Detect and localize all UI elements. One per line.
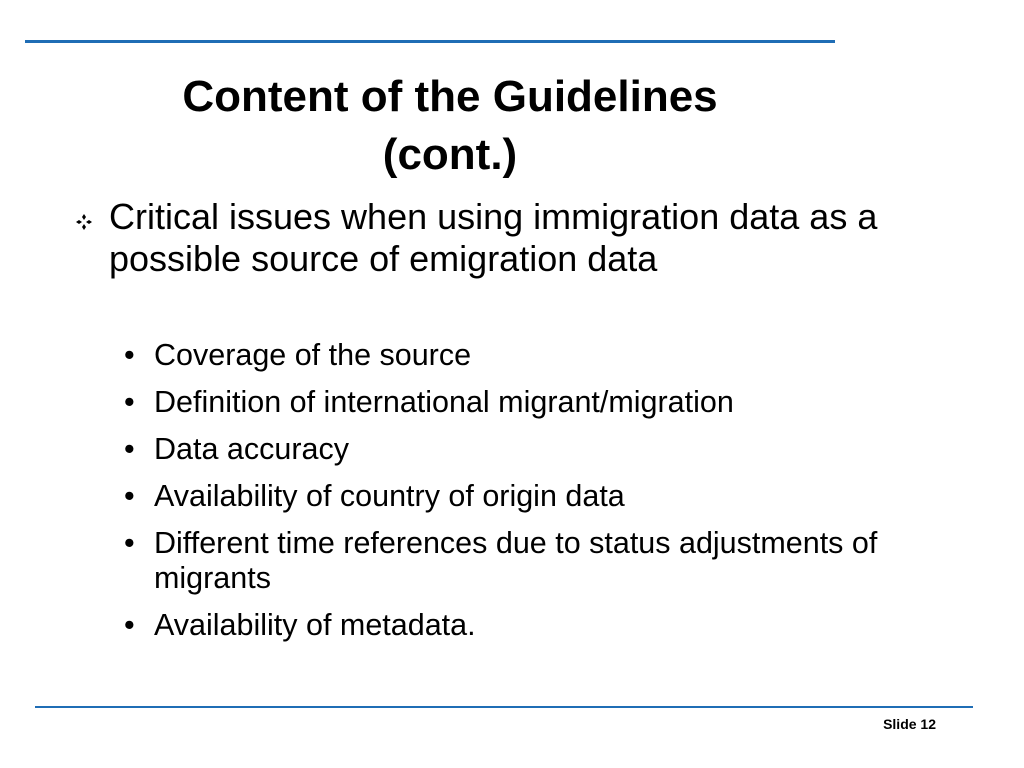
slide-title bbox=[100, 68, 800, 184]
sub-bullet-text: Availability of country of origin data bbox=[154, 479, 625, 513]
main-bullet-item bbox=[72, 196, 932, 280]
sub-bullet-text: Data accuracy bbox=[154, 432, 349, 466]
title-line-2: (cont.) bbox=[382, 130, 518, 179]
sub-bullet-item bbox=[120, 338, 960, 373]
bullet-dot-icon: • bbox=[124, 608, 135, 642]
sub-bullet-list bbox=[120, 338, 960, 655]
sub-bullet-text: Availability of metadata. bbox=[154, 608, 476, 642]
sub-bullet-item bbox=[120, 479, 960, 514]
title-line-1: Content of the Guidelines bbox=[182, 72, 718, 121]
bullet-dot-icon: • bbox=[124, 338, 135, 372]
bullet-dot-icon: • bbox=[124, 432, 135, 466]
sub-bullet-item bbox=[120, 385, 960, 420]
bullet-dot-icon: • bbox=[124, 526, 135, 560]
sub-bullet-text: Coverage of the source bbox=[154, 338, 472, 372]
sub-bullet-item bbox=[120, 432, 960, 467]
main-bullet-text: Critical issues when using immigration data as a possible source of emigration data bbox=[109, 196, 878, 279]
bottom-rule bbox=[35, 706, 973, 708]
top-rule bbox=[25, 40, 835, 43]
diamond-bullet-icon bbox=[72, 210, 96, 234]
sub-bullet-item bbox=[120, 526, 960, 596]
bullet-dot-icon: • bbox=[124, 479, 135, 513]
slide-number: Slide 12 bbox=[883, 716, 936, 732]
sub-bullet-text: Different time references due to status adjustments of migrants bbox=[154, 526, 878, 595]
sub-bullet-item bbox=[120, 608, 960, 643]
bullet-dot-icon: • bbox=[124, 385, 135, 419]
sub-bullet-text: Definition of international migrant/migration bbox=[154, 385, 734, 419]
